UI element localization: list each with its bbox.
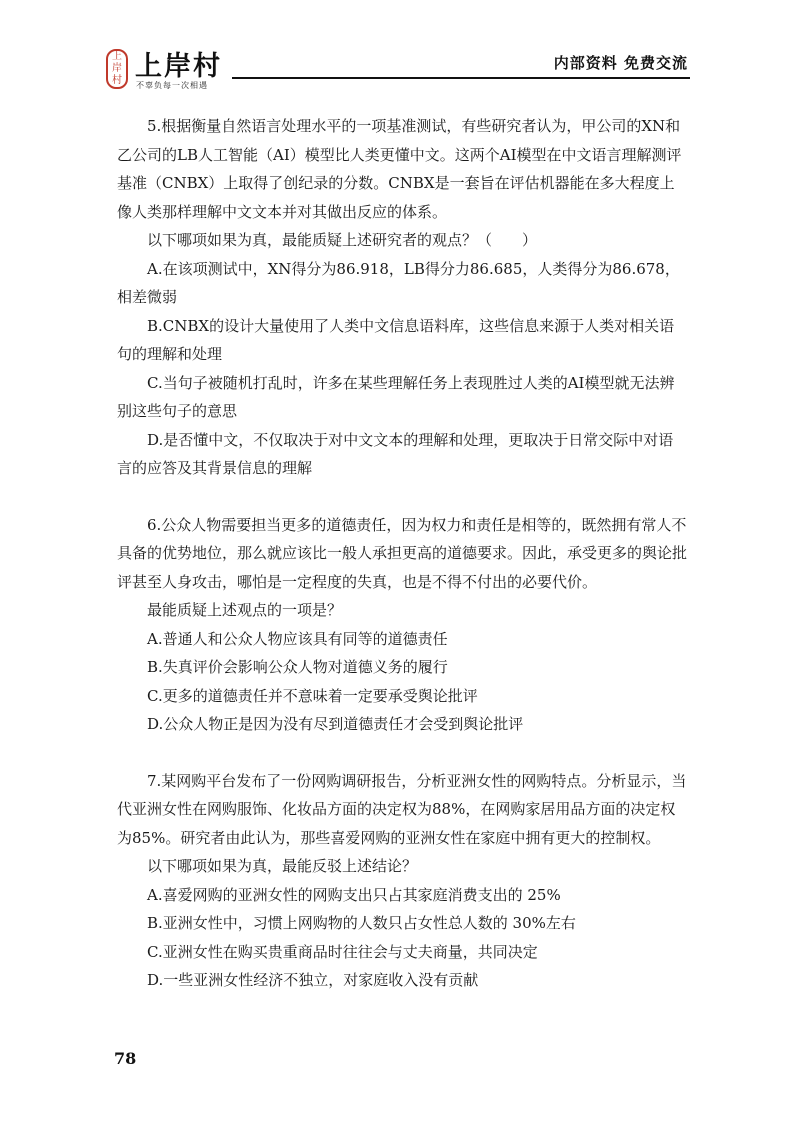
page-header bbox=[0, 0, 800, 110]
option-d: D.公众人物正是因为没有尽到道德责任才会受到舆论批评 bbox=[147, 715, 524, 733]
option-b: B.CNBX的设计大量使用了人类中文信息语料库，这些信息来源于人类对相关语句的理解和处理 bbox=[117, 316, 675, 363]
seal-char: 村 bbox=[112, 75, 122, 86]
option-b: B.失真评价会影响公众人物对道德义务的履行 bbox=[147, 658, 448, 676]
option-c: C.当句子被随机打乱时，许多在某些理解任务上表现胜过人类的AI模型就无法辨别这些句子的意思 bbox=[117, 373, 675, 420]
question-stem: 7.某网购平台发布了一份网购调研报告，分析亚洲女性的网购特点。分析显示，当代亚洲女性在网购服饰、化妆品方面的决定权为88%，在网购家居用品方面的决定权为85%。研究者由此认为，那些喜爱网购的亚洲女性在家庭中拥有更大的控制权。 bbox=[117, 771, 687, 847]
seal-char: 上 bbox=[112, 51, 122, 62]
seal-char: 岸 bbox=[112, 63, 122, 74]
page-content bbox=[117, 112, 687, 995]
question-5 bbox=[117, 112, 687, 483]
header-tag: 内部资料 免费交流 bbox=[553, 54, 688, 72]
header-divider bbox=[232, 77, 690, 79]
question-6 bbox=[117, 511, 687, 739]
option-a: A.普通人和公众人物应该具有同等的道德责任 bbox=[147, 629, 448, 648]
option-c: C.亚洲女性在购买贵重商品时往往会与丈夫商量，共同决定 bbox=[147, 942, 538, 961]
option-a: A.喜爱网购的亚洲女性的网购支出只占其家庭消费支出的 25% bbox=[147, 885, 561, 904]
question-prompt: 最能质疑上述观点的一项是？ bbox=[147, 601, 343, 619]
brand-seal-logo bbox=[106, 49, 128, 89]
option-c: C.更多的道德责任并不意味着一定要承受舆论批评 bbox=[147, 686, 478, 705]
question-7 bbox=[117, 767, 687, 995]
option-a: A.在该项测试中，XN得分为86.918，LB得分力86.685，人类得分为86.678，相差微弱 bbox=[117, 259, 680, 306]
brand-name: 上岸村 bbox=[135, 51, 222, 82]
question-stem: 5.根据衡量自然语言处理水平的一项基准测试，有些研究者认为，甲公司的XN和乙公司的LB人工智能（AI）模型比人类更懂中文。这两个AI模型在中文语言理解测评基准（CNBX）上取得了创纪录的分数。CNBX是一套旨在评估机器能在多大程度上像人类那样理解中文文本并对其做出反应的体系。 bbox=[117, 117, 682, 221]
option-d: D.是否懂中文，不仅取决于对中文文本的理解和处理，更取决于日常交际中对语言的应答及其背景信息的理解 bbox=[117, 430, 674, 477]
question-prompt: 以下哪项如果为真，最能反驳上述结论？ bbox=[147, 857, 418, 875]
question-prompt: 以下哪项如果为真，最能质疑上述研究者的观点？（ ） bbox=[147, 231, 538, 249]
brand-slogan: 不辜负每一次相遇 bbox=[136, 81, 208, 90]
option-d: D.一些亚洲女性经济不独立，对家庭收入没有贡献 bbox=[147, 971, 479, 989]
question-stem: 6.公众人物需要担当更多的道德责任，因为权力和责任是相等的，既然拥有常人不具备的优势地位，那么就应该比一般人承担更高的道德要求。因此，承受更多的舆论批评甚至人身攻击，哪怕是一定程度的失真，也是不得不付出的必要代价。 bbox=[117, 515, 688, 591]
page-number: 78 bbox=[114, 1049, 137, 1068]
option-b: B.亚洲女性中，习惯上网购物的人数只占女性总人数的 30%左右 bbox=[147, 914, 576, 932]
